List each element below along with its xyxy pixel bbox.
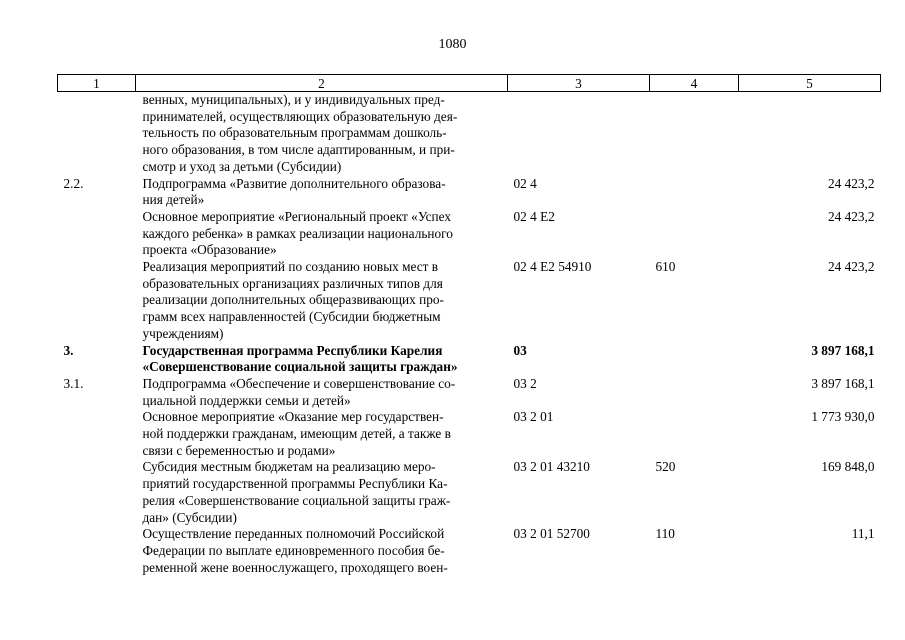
table-row	[58, 376, 881, 409]
table-row	[58, 343, 881, 376]
row-code: 02 4 E2 54910	[513, 259, 592, 275]
row-code: 03 2	[513, 375, 537, 391]
row-name-line: ременной жене военнослужащего, проходящего воен-	[142, 559, 448, 575]
table-row	[58, 92, 881, 176]
table-row	[58, 409, 881, 459]
row-name-line: смотр и уход за детьми (Субсидии)	[142, 158, 342, 174]
row-name-line: образовательных организациях различных типов для	[142, 275, 443, 291]
row-code: 03	[513, 342, 527, 358]
row-number: 2.2.	[63, 175, 84, 191]
row-code: 02 4 E2	[513, 208, 555, 224]
header-col-1: 1	[58, 75, 136, 92]
budget-table	[57, 74, 881, 576]
row-amount: 24 423,2	[827, 175, 875, 191]
row-name-line: ной поддержки гражданам, имеющим детей, а также в	[142, 426, 451, 442]
row-number	[58, 92, 136, 176]
page-number: 1080	[438, 37, 467, 52]
row-name-line: Подпрограмма «Развитие дополнительного образова-	[142, 175, 446, 191]
row-name	[136, 92, 508, 176]
row-name-line: реализации дополнительных общеразвивающих про-	[142, 292, 444, 308]
row-name-line: проекта «Образование»	[142, 242, 277, 258]
row-name-line: циальной поддержки семьи и детей»	[142, 392, 351, 408]
header-col-2: 2	[136, 75, 508, 92]
row-name-line: ного образования, в том числе адаптированным, и при-	[142, 142, 455, 158]
row-name	[136, 176, 508, 209]
row-name-line: Основное мероприятие «Региональный проект «Успех	[142, 208, 452, 224]
row-name-line: Субсидия местным бюджетам на реализацию меро-	[142, 459, 436, 475]
row-name-line: Государственная программа Республики Карелия	[142, 342, 443, 358]
row-name-line: Основное мероприятие «Оказание мер государствен-	[142, 409, 444, 425]
row-name-line: Осуществление переданных полномочий Российской	[142, 526, 445, 542]
row-name-line: «Совершенствование социальной защиты граждан»	[142, 359, 458, 375]
row-amount: 169 848,0	[821, 459, 875, 475]
table-row	[58, 209, 881, 259]
row-amount: 3 897 168,1	[811, 342, 875, 358]
row-name	[136, 409, 508, 459]
table-row	[58, 259, 881, 343]
row-name	[136, 526, 508, 576]
row-expense-type: 520	[655, 459, 676, 475]
header-row	[58, 75, 881, 92]
row-number	[58, 259, 136, 343]
row-amount	[739, 92, 881, 176]
row-name-line: венных, муниципальных), и у индивидуальных пред-	[142, 92, 445, 107]
header-col-5: 5	[739, 75, 881, 92]
row-expense-type	[650, 343, 739, 376]
row-code: 03 2 01	[513, 409, 554, 425]
row-number: 3.	[63, 342, 74, 358]
row-expense-type	[650, 92, 739, 176]
row-number	[58, 459, 136, 526]
row-number: 3.1.	[63, 375, 84, 391]
table-body	[58, 92, 881, 577]
row-name-line: приятий государственной программы Республики Ка-	[142, 476, 448, 492]
table-row	[58, 526, 881, 576]
row-name-line: каждого ребенка» в рамках реализации национального	[142, 225, 453, 241]
row-name	[136, 376, 508, 409]
row-amount: 1 773 930,0	[811, 409, 875, 425]
row-code: 03 2 01 43210	[513, 459, 590, 475]
row-expense-type	[650, 209, 739, 259]
row-code: 03 2 01 52700	[513, 526, 590, 542]
row-expense-type	[650, 176, 739, 209]
row-name	[136, 343, 508, 376]
row-expense-type: 610	[655, 259, 676, 275]
row-expense-type: 110	[655, 526, 675, 542]
row-name-line: принимателей, осуществляющих образовательную дея-	[142, 108, 458, 124]
row-name-line: грамм всех направленностей (Субсидии бюджетным	[142, 309, 441, 325]
row-name-line: учреждениям)	[142, 325, 224, 341]
row-name-line: Реализация мероприятий по созданию новых мест в	[142, 259, 439, 275]
row-name-line: тельность по образовательным программам дошколь-	[142, 125, 447, 141]
row-code	[508, 92, 650, 176]
row-name-line: дан» (Субсидии)	[142, 509, 237, 525]
row-amount: 24 423,2	[827, 259, 875, 275]
row-code: 02 4	[513, 175, 537, 191]
row-expense-type	[650, 409, 739, 459]
header-col-3: 3	[508, 75, 650, 92]
header-col-4: 4	[650, 75, 739, 92]
row-number	[58, 409, 136, 459]
row-number	[58, 209, 136, 259]
row-amount: 3 897 168,1	[811, 375, 875, 391]
table-row	[58, 176, 881, 209]
row-name-line: связи с беременностью и родами»	[142, 442, 336, 458]
row-amount: 24 423,2	[827, 208, 875, 224]
row-number	[58, 526, 136, 576]
row-amount: 11,1	[851, 526, 875, 542]
row-name-line: релия «Совершенствование социальной защиты граж-	[142, 492, 451, 508]
row-name	[136, 259, 508, 343]
row-name	[136, 209, 508, 259]
row-name-line: ния детей»	[142, 192, 205, 208]
table-row	[58, 459, 881, 526]
row-expense-type	[650, 376, 739, 409]
row-name	[136, 459, 508, 526]
row-name-line: Федерации по выплате единовременного пособия бе-	[142, 542, 445, 558]
row-name-line: Подпрограмма «Обеспечение и совершенствование со-	[142, 375, 456, 391]
